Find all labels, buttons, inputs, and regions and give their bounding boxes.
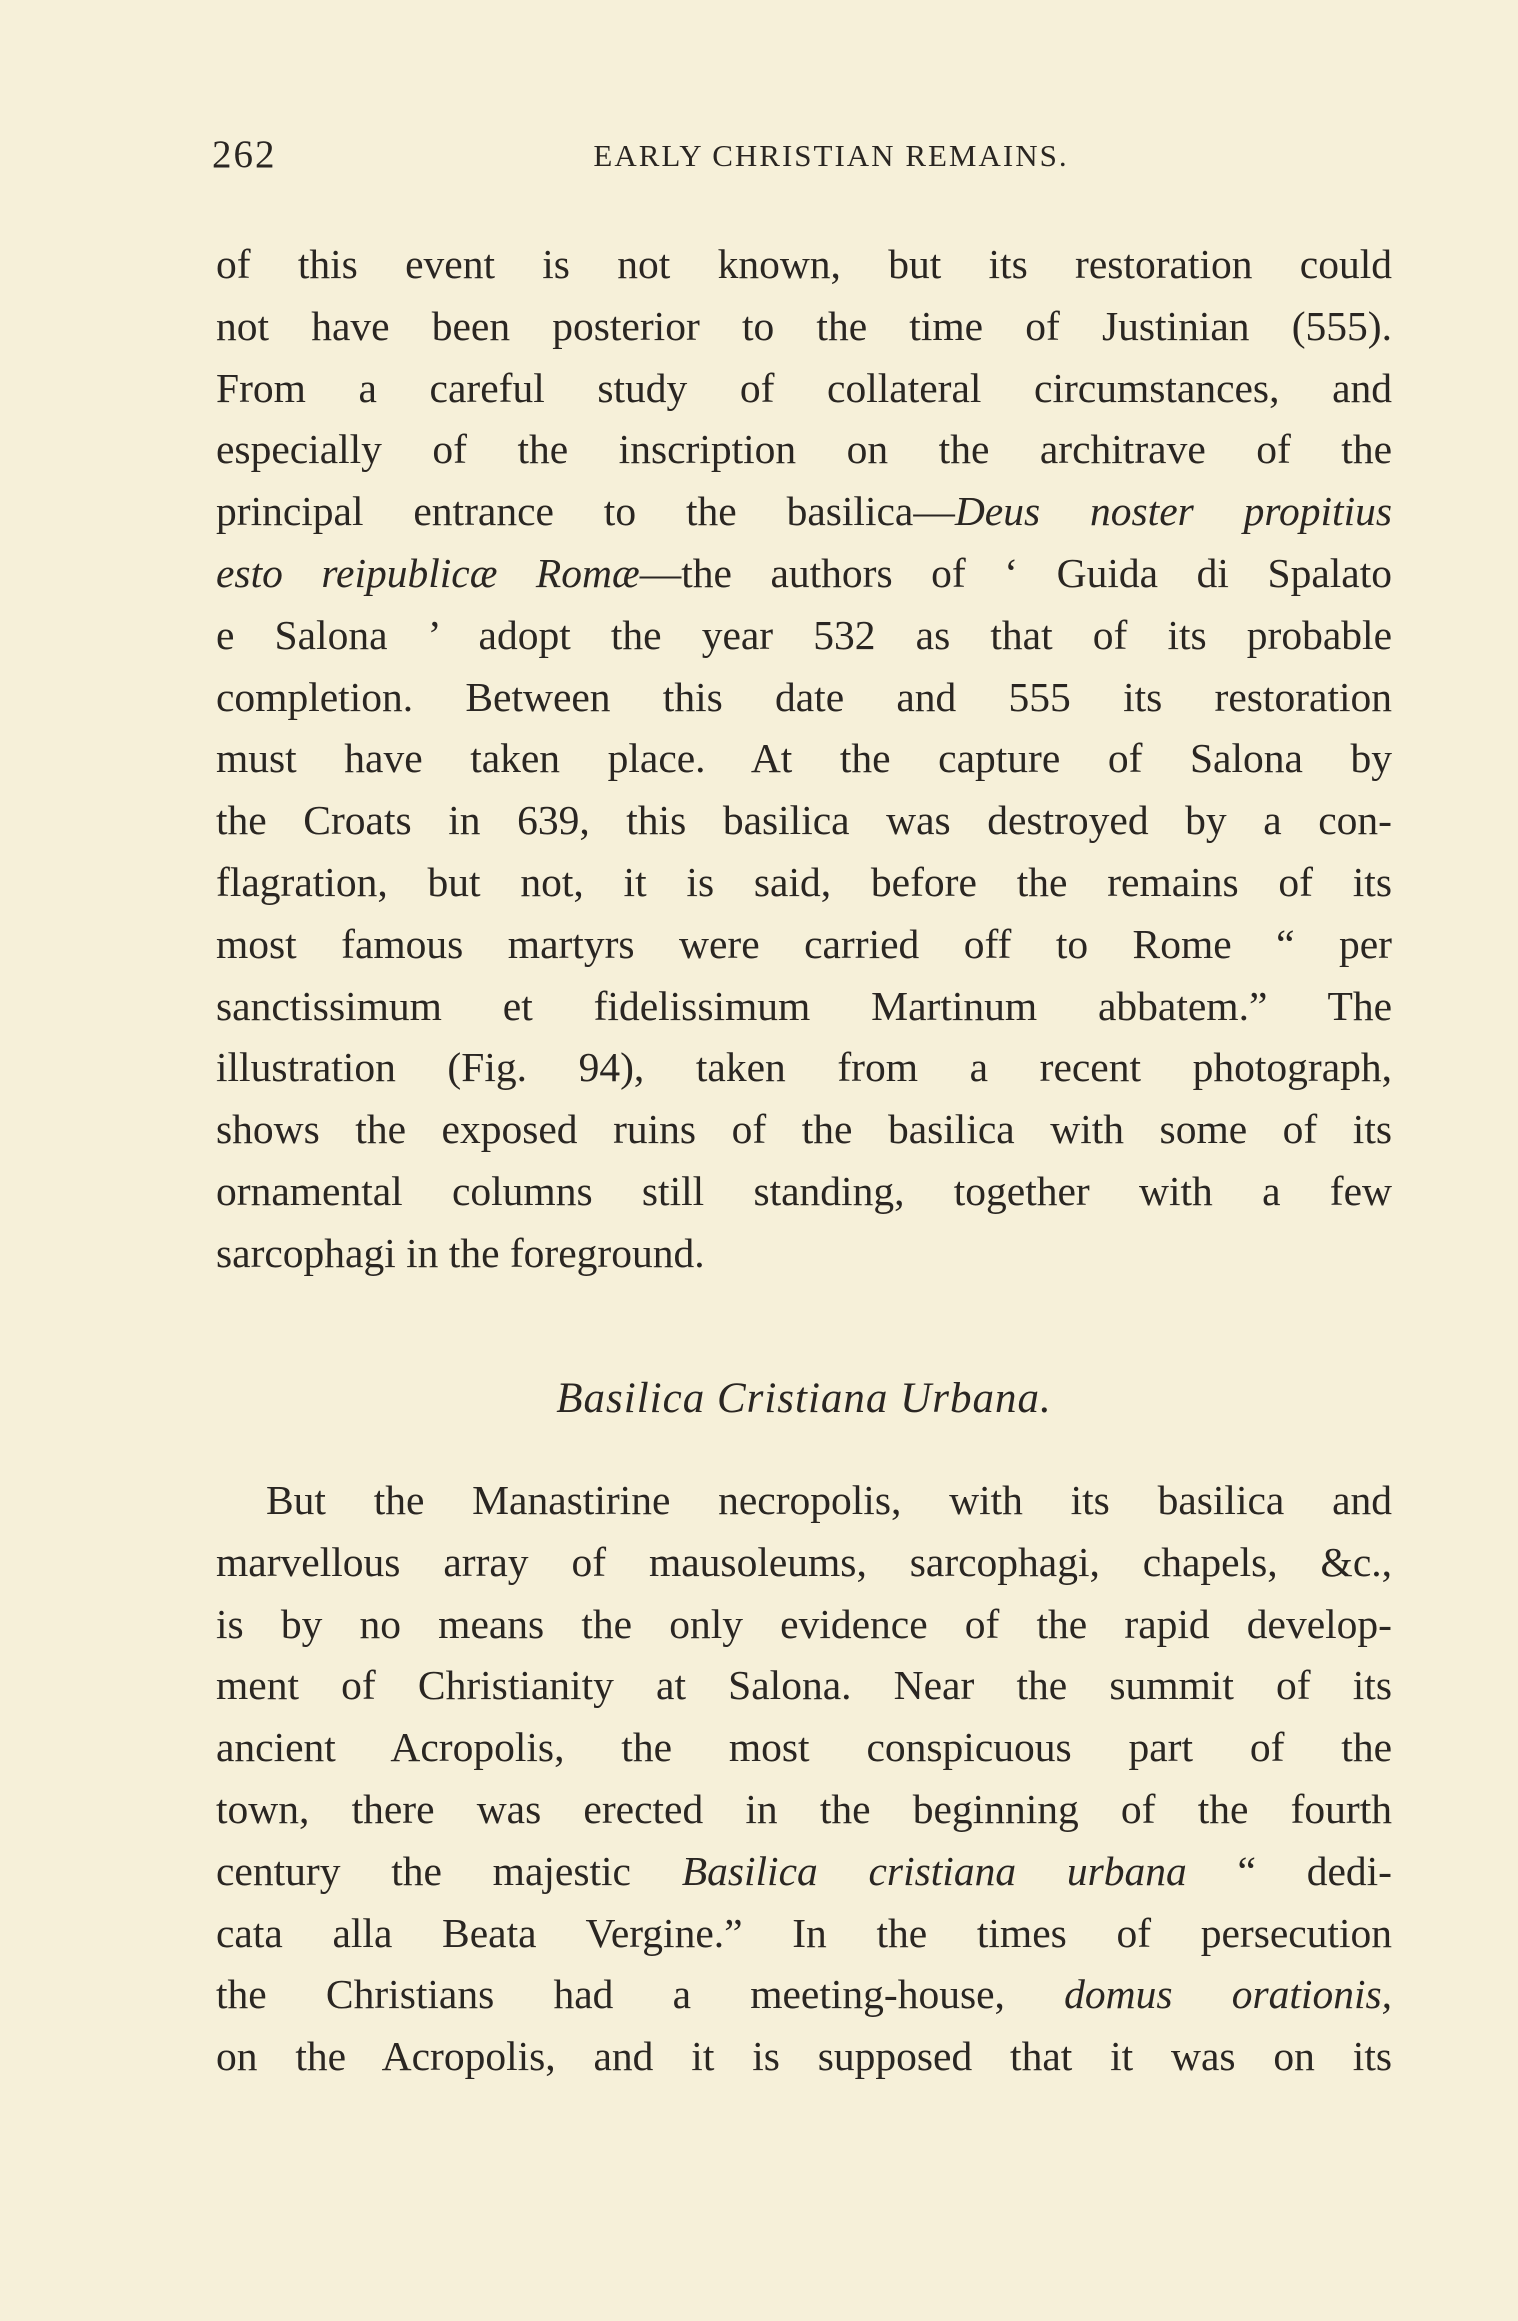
text-line: cata alla Beata Vergine.” In the times of persecution <box>216 1909 1392 1956</box>
text-line: ment of Christianity at Salona. Near the summit of its <box>216 1662 1392 1709</box>
text-line: of this event is not known, but its restoration could <box>216 241 1392 287</box>
text-line: town, there was erected in the beginning of the fourth <box>216 1785 1392 1832</box>
text-line: is by no means the only evidence of the rapid develop- <box>216 1600 1392 1647</box>
text-line: e Salona ’ adopt the year 532 as that of its probable <box>216 611 1392 658</box>
text-line: marvellous array of mausoleums, sarcophagi, chapels, &c., <box>216 1538 1392 1585</box>
paragraph-1 <box>216 234 1392 1285</box>
text-line: shows the exposed ruins of the basilica with some of its <box>216 1106 1392 1153</box>
text-line <box>216 1964 1392 2026</box>
text-line <box>216 543 1392 605</box>
paragraph-2 <box>216 1470 1392 2088</box>
latin-inscription: esto reipublicæ Romæ <box>216 549 640 596</box>
latin-inscription: Deus noster propitius <box>954 488 1392 535</box>
text-line: the Croats in 639, this basilica was destroyed by a con- <box>216 797 1392 844</box>
text-line: But the Manastirine necropolis, with its basilica and <box>266 1477 1392 1523</box>
text-line: ancient Acropolis, the most conspicuous part of the <box>216 1724 1392 1771</box>
section-heading: Basilica Cristiana Urbana. <box>556 1375 1052 1422</box>
running-head: EARLY CHRISTIAN REMAINS. <box>593 138 1069 173</box>
text-line <box>216 1841 1392 1903</box>
text-line: sanctissimum et fidelissimum Martinum abbatem.” The <box>216 982 1392 1029</box>
page-number: 262 <box>212 133 277 176</box>
text-run: “ dedi- <box>1186 1847 1392 1894</box>
text-line: From a careful study of collateral circumstances, and <box>216 364 1392 411</box>
text-line: sarcophagi in the foreground. <box>216 1229 705 1276</box>
text-line <box>216 481 1392 543</box>
text-line: not have been posterior to the time of Justinian (555). <box>216 302 1392 349</box>
text-line: completion. Between this date and 555 its restoration <box>216 673 1392 720</box>
italic-term: domus orationis, <box>1064 1971 1392 2018</box>
italic-term: Basilica cristiana urbana <box>681 1847 1187 1894</box>
text-line: ornamental columns still standing, together with a few <box>216 1167 1392 1214</box>
text-run: —the authors of ‘ Guida di Spalato <box>639 549 1392 596</box>
text-run: century the majestic <box>216 1847 682 1894</box>
text-line: must have taken place. At the capture of Salona by <box>216 735 1392 782</box>
text-line: flagration, but not, it is said, before the remains of its <box>216 858 1392 905</box>
text-line: especially of the inscription on the architrave of the <box>216 426 1392 473</box>
text-line: most famous martyrs were carried off to Rome “ per <box>216 920 1392 967</box>
text-line: on the Acropolis, and it is supposed that it was on its <box>216 2033 1392 2080</box>
text-run: principal entrance to the basilica— <box>216 488 955 535</box>
page-header <box>212 132 1390 192</box>
text-line: illustration (Fig. 94), taken from a recent photograph, <box>216 1044 1392 1091</box>
text-run: the Christians had a meeting-house, <box>216 1971 1065 2018</box>
